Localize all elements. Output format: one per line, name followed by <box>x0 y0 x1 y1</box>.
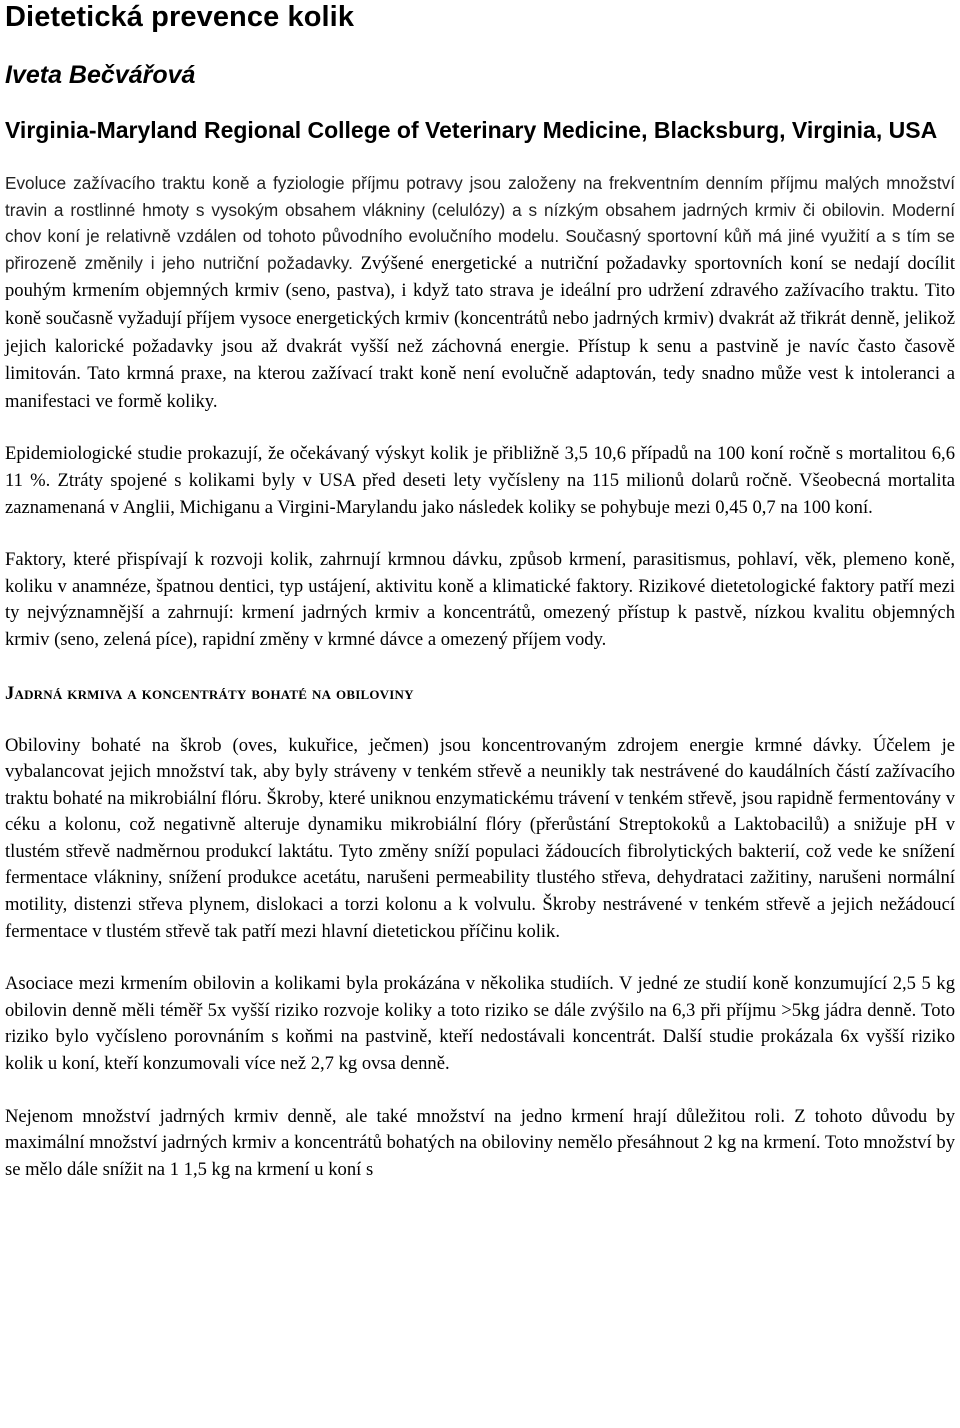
studies-paragraph: Asociace mezi krmením obilovin a kolikami byla prokázána v několika studiích. V jedné ze studií koně konzumující 2,5 5 kg obilovin denně měli téměř 5x vyšší riziko rozvoje koliky a toto riziko se dále zvýšilo na 6,3 při příjmu >5kg jádra denně. Toto riziko bylo vyčísleno porovnáním s koňmi na pastvině, kteří nedostávali koncentrát. Další studie prokázala 6x vyšší riziko kolik u koní, kteří konzumovali více než 2,7 kg ovsa denně. <box>5 973 955 1075</box>
author-name: Iveta Bečvářová <box>5 61 196 89</box>
document-page <box>5 0 955 1183</box>
author-affiliation: Virginia-Maryland Regional College of Veterinary Medicine, Blacksburg, Virginia, USA <box>5 117 938 143</box>
grains-paragraph: Obiloviny bohaté na škrob (oves, kukuřice, ječmen) jsou koncentrovaným zdrojem energie krmné dávky. Účelem je vybalancovat jejich množství tak, aby byly stráveny v tenkém střevě a neunikly tak nestrávené do kaudálních částí zažívacího traktu bohaté na mikrobiální flóru. Škroby, které uniknou enzymatickému trávení v tenkém střevě, jsou rapidně fermentovány v céku a kolonu, což negativně alteruje dynamiku mikrobiální flóry (přerůstání Streptokoků a Laktobacilů) a snižuje pH v tlustém střevě nadměrnou produkcí laktátu. Tyto změny sníží populaci žádoucích fibrolytických bakterií, což vede ke snížení fermentace vlákniny, snížení produkce acetátu, narušeni permeability tlustého střeva, dehydrataci zažitiny, narušeni normální motility, distenzi střeva plynem, dislokaci a torzi kolonu a k volvulu. Škroby nestrávené v tenkém střevě a jejich nežádoucí fermentace v tlustém střevě tak patří mezi hlavní dietetickou příčinu kolik. <box>5 734 955 942</box>
risk-factors-paragraph: Faktory, které přispívají k rozvoji kolik, zahrnují krmnou dávku, způsob krmení, parasitismus, pohlaví, věk, plemeno koně, koliku v anamnéze, špatnou dentici, typ ustájení, aktivitu koně a klimatické faktory. Rizikové dietetologické faktory patří mezi ty nejvýznamnější a zahrnují: krmení jadrných krmiv a koncentrátů, omezený přístup k pastvě, nízkou kvalitu objemných krmiv (seno, zelená píce), rapidní změny v krmné dávce a omezený příjem vody. <box>5 549 955 650</box>
document-title: Dietetická prevence kolik <box>5 1 355 33</box>
intro-paragraph <box>5 170 955 415</box>
section-heading: Jadrná krmiva a koncentráty bohaté na obiloviny <box>5 682 414 704</box>
intro-paragraph-serif-part: Zvýšené energetické a nutriční požadavky sportovních koní se nedají docílit pouhým krmením objemných krmiv (seno, pastva), i když tato strava je ideální pro udržení zdravého zažívacího traktu. Tito koně současně vyžadují příjem vysoce energetických krmiv (koncentrátů nebo jadrných krmiv) dvakrát až třikrát denně, jelikož jejich kalorické požadavky jsou až dvakrát vyšší než záchovná energie. Přístup k senu a pastvině je navíc často časově limitován. Tato krmná praxe, na kterou zažívací trakt koně není evolučně adaptován, tedy snadno může vest k intoleranci a manifestaci ve formě koliky. <box>5 252 955 412</box>
epidemiology-paragraph: Epidemiologické studie prokazují, že očekávaný výskyt kolik je přibližně 3,5 10,6 případů na 100 koní ročně s mortalitou 6,6 11 %. Ztráty spojené s kolikami byly v USA před deseti lety vyčísleny na 115 milionů dolarů ročně. Všeobecná mortalita zaznamenaná v Anglii, Michiganu a Virgini-Marylandu jako následek koliky se pohybuje mezi 0,45 0,7 na 100 koní. <box>5 443 955 518</box>
intro-paragraph-sans-part: Evoluce zažívacího traktu koně a fyziologie příjmu potravy jsou založeny na frekventním denním příjmu malých množství travin a rostlinné hmoty s vysokým obsahem vlákniny (celulózy) a s nízkým obsahem jadrných krmiv či obilovin. Moderní chov koní je relativně vzdálen od tohoto původního evolučního modelu. Současný sportovní kůň má jiné využití a s tím se přirozeně změnily i jeho nutriční požadavky. <box>5 173 955 273</box>
feeding-amount-paragraph: Nejenom množství jadrných krmiv denně, ale také množství na jedno krmení hrají důležitou roli. Z tohoto důvodu by maximální množství jadrných krmiv a koncentrátů bohatých na obiloviny nemělo přesáhnout 2 kg na krmení. Toto množství by se mělo dále snížit na 1 1,5 kg na krmení u koní s <box>5 1105 955 1180</box>
